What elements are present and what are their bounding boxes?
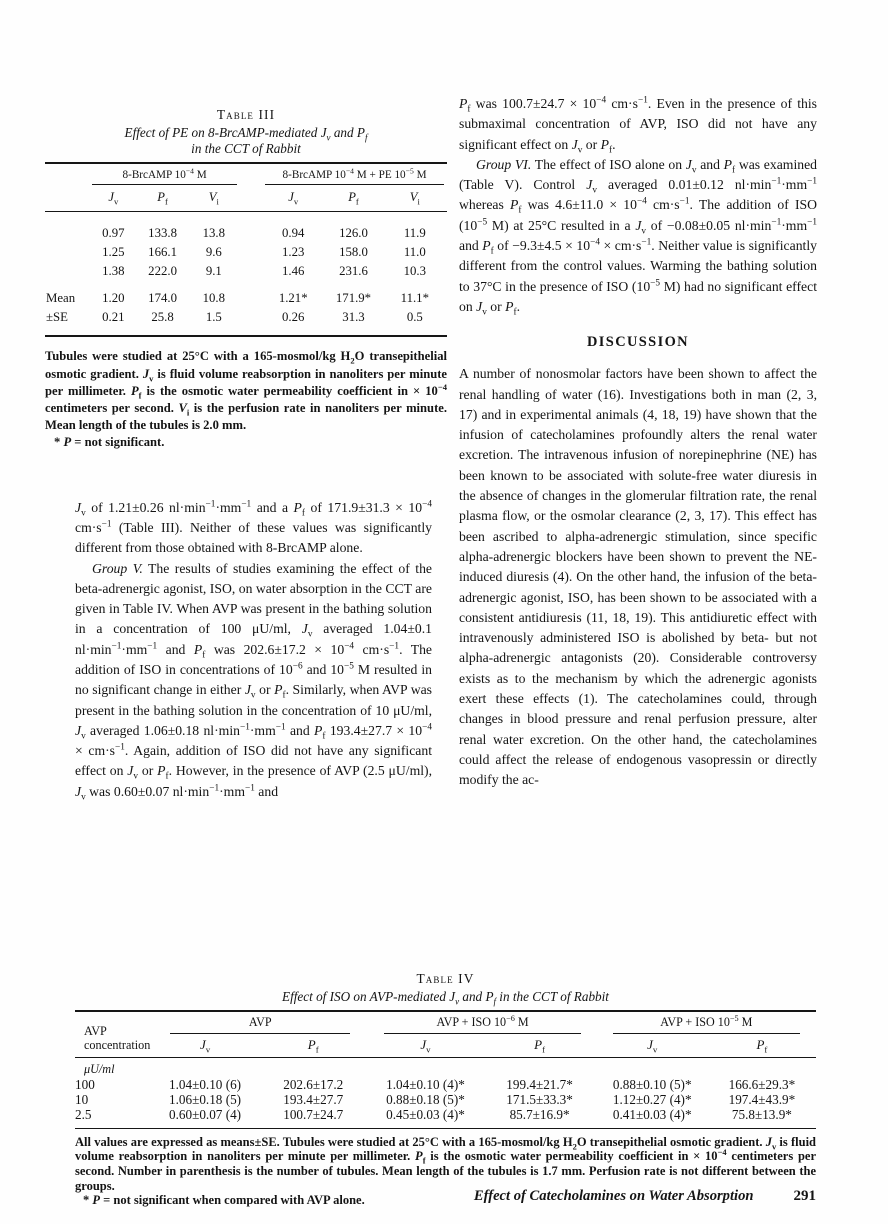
table-iv-caption: Effect of ISO on AVP-mediated $J_v$ and $P_f$ in the CCT of Rabbit bbox=[282, 989, 609, 1007]
right-column bbox=[459, 94, 817, 791]
t3-row-label bbox=[45, 212, 89, 244]
empty-cell bbox=[152, 1058, 258, 1079]
table-iii-footnote-text: Tubules were studied at 25°C with a 165-mosmol/kg $H_2O$ transepithelial osmotic gradient. $J_v$ is fluid volume reabsorption in nanoliters per minute per millimeter. $P_f$ is the osmotic water permeability coefficient in × $10^{-4}$ centimeters per second. $V_i$ is the perfusion rate in nanoliters per minute. Mean length of the tubules is 2.0 mm. bbox=[45, 349, 447, 433]
t3-cell: 13.8 bbox=[202, 226, 226, 241]
t3-data-row bbox=[45, 212, 447, 244]
t3-row-label bbox=[45, 243, 89, 262]
empty-cell bbox=[483, 1058, 597, 1079]
empty-cell bbox=[597, 1058, 708, 1079]
t4-cell: 1.06±0.18 (5) bbox=[169, 1092, 242, 1107]
t3-row-label bbox=[45, 262, 89, 281]
t3-col-header: $V_i$ bbox=[188, 186, 240, 212]
t4-unit-row bbox=[75, 1058, 816, 1079]
t3-cell: 0.21 bbox=[102, 310, 125, 325]
empty-cell bbox=[45, 186, 89, 212]
t3-data-row bbox=[45, 262, 447, 281]
t3-group-header-1: 8-BrcAMP $10^{-4}$ M bbox=[92, 169, 237, 185]
empty-cell bbox=[240, 186, 262, 212]
t4-group-cell bbox=[368, 1011, 596, 1035]
t4-cell: 1.04±0.10 (6) bbox=[169, 1077, 242, 1093]
table-iv-grid bbox=[75, 1010, 816, 1128]
empty-cell bbox=[708, 1058, 816, 1079]
t3-cell: 1.21* bbox=[278, 291, 308, 306]
t3-col-header: $P_f$ bbox=[324, 186, 382, 212]
t3-cell: 1.46 bbox=[282, 264, 305, 279]
t4-cell: 202.6±17.2 bbox=[283, 1077, 344, 1093]
table-iv-label: Table IV bbox=[416, 971, 475, 986]
paragraph-left-1: $J_v$ of 1.21±0.26 $nl\cdot\min^{-1}\cdot mm^{-1}$ and a $P_f$ of $171.9\pm 31.3 \times 10^{-4}$ $cm\cdot s^{-1}$ (Table III). Neither of these values was significantly different from those obtained with 8-BrcAMP alone. bbox=[75, 499, 432, 556]
t4-cell: 197.4±43.9* bbox=[728, 1092, 796, 1107]
t4-data-row bbox=[75, 1093, 816, 1108]
t4-group-header-3: AVP + ISO $10^{-5}$ M bbox=[613, 1015, 800, 1034]
empty-cell bbox=[258, 1058, 368, 1079]
t3-group-cell bbox=[89, 163, 240, 186]
t3-cell: 222.0 bbox=[148, 264, 177, 279]
t4-cell: 0.41±0.03 (4)* bbox=[612, 1106, 692, 1122]
paragraph-right-3: A number of nonosmolar factors have been shown to affect the renal handling of water (16). Investigations both in man (2, 3, 17) and in experimental animals (4, 18, 19) have shown that the infusion of catecholamines profoundly alters the renal water excretion. The intravenous infusion of norepinephrine (NE) has been known to be associated with solute-free water diuresis in the absence of changes in the glomerular filtration rate, the renal plasma flow, or the osmolar clearance (2, 3, 17). This effect has been ascribed to alpha-adrenergic stimulation, since specific alpha-adrenergic blockers have been shown to prevent the NE-induced diuresis (4). On the other hand, the infusion of the beta-adrenergic agonist, ISO, has been shown to be associated with a consistent antidiuresis (11, 18, 19). This antidiuretic effect with intravenously administered ISO is abolished by beta- but not alpha-adrenergic antagonists (20). Considerable controversy exists as to the mechanism by which the adrenergic agonists exert these effects (1). The catecholamines could, through changes in blood pressure and renal perfusion pressure, alter renal water excretion. On the other hand, the catecholamines could affect the release of endogenous vasopressin or directly modify the ac- bbox=[459, 366, 817, 788]
t4-conc: 100 bbox=[75, 1077, 95, 1093]
paragraph-right-2: Group VI. The effect of ISO alone on $J_v$ and $P_f$ was examined (Table V). Control $J_v$ averaged 0.01±0.12 $nl\cdot\min^{-1}\cdot mm^{-1}$ whereas $P_f$ was $4.6\pm 11.0 \times 10^{-4}$ $cm\cdot s^{-1}$. The addition of ISO ($10^{-5}$ M) at 25°C resulted in a $J_v$ of −0.08±0.05 $nl\cdot\min^{-1}\cdot mm^{-1}$ and $P_f$ of $-9.3\pm 4.5 \times 10^{-4} \times cm\cdot s^{-1}$. Neither value is significantly different from the control values. Warming the bathing solution to 37°C in the presence of ISO ($10^{-5}$ M) had no significant effect on $J_v$ or $P_f$. bbox=[459, 156, 818, 318]
t4-group-cell bbox=[597, 1011, 816, 1035]
t3-cell: 231.6 bbox=[339, 264, 368, 279]
t3-cell: 25.8 bbox=[151, 310, 174, 325]
table-iv-footnote-star: * P = not significant when compared with AVP alone. bbox=[83, 1193, 365, 1208]
t3-cell: 9.1 bbox=[205, 264, 222, 279]
t3-col-header: $J_v$ bbox=[89, 186, 137, 212]
t3-cell: 158.0 bbox=[339, 245, 368, 260]
t4-group-cell bbox=[152, 1011, 368, 1035]
table-iii-footnote-star: * P = not significant. bbox=[54, 435, 165, 450]
empty-cell bbox=[368, 1058, 482, 1079]
paragraph-left-2: Group V. The results of studies examining the effect of the beta-adrenergic agonist, ISO, on water absorption in the CCT are given in Table IV. When AVP was present in the bathing solution in a concentration of 100 μU/ml, $J_v$ averaged 1.04±0.1 $nl\cdot\min^{-1}\cdot mm^{-1}$ and $P_f$ was $202.6\pm 17.2 \times 10^{-4}$ $cm\cdot s^{-1}$. The addition of ISO in concentrations of $10^{-6}$ and $10^{-5}$ M resulted in no significant change in either $J_v$ or $P_f$. Similarly, when AVP was present in the bathing solution in the concentration of 10 μU/ml, $J_v$ averaged 1.06±0.18 $nl\cdot\min^{-1}\cdot mm^{-1}$ and $P_f$ $193.4\pm 27.7 \times 10^{-4} \times cm\cdot s^{-1}$. Again, addition of ISO did not have any significant effect on $J_v$ or $P_f$. However, in the presence of AVP (2.5 μU/ml), $J_v$ was 0.60±0.07 $nl\cdot\min^{-1}\cdot mm^{-1}$ and bbox=[75, 560, 433, 803]
empty-cell bbox=[240, 281, 262, 308]
table-iii bbox=[45, 107, 447, 452]
paragraph-right-1: $P_f$ was $100.7\pm 24.7 \times 10^{-4}$ $cm\cdot s^{-1}$. Even in the presence of this submaximal concentration of AVP, ISO did not have any significant effect on $J_v$ or $P_f$. bbox=[459, 95, 817, 156]
t3-cell: 133.8 bbox=[148, 226, 177, 241]
t3-row-label: Mean bbox=[46, 291, 76, 306]
t3-cell: 1.25 bbox=[102, 245, 125, 260]
t4-cell: 166.6±29.3* bbox=[728, 1077, 796, 1093]
t3-mean-row bbox=[45, 281, 447, 308]
empty-cell bbox=[240, 308, 262, 336]
t4-cell: 100.7±24.7 bbox=[283, 1106, 344, 1122]
table-iii-label: Table III bbox=[216, 107, 276, 122]
t4-col-header: $P_f$ bbox=[708, 1035, 816, 1058]
t3-cell: 0.97 bbox=[102, 226, 125, 241]
running-title: Effect of Catecholamines on Water Absorption bbox=[473, 1188, 754, 1204]
t4-cell: 1.12±0.27 (4)* bbox=[612, 1092, 692, 1107]
t3-group-header-2: 8-BrcAMP $10^{-4}$ M + PE $10^{-5}$ M bbox=[265, 169, 444, 185]
t4-group-row bbox=[75, 1011, 816, 1035]
t3-cell: 31.3 bbox=[342, 310, 365, 325]
t4-col-header: $J_v$ bbox=[152, 1035, 258, 1058]
t3-cell: 1.5 bbox=[205, 310, 222, 325]
t3-cell: 9.6 bbox=[205, 245, 222, 260]
left-column bbox=[45, 100, 447, 803]
t3-subheader-row bbox=[45, 186, 447, 212]
t3-col-header: $V_i$ bbox=[383, 186, 447, 212]
t3-group-cell bbox=[262, 163, 447, 186]
table-iii-caption: Effect of PE on 8-BrcAMP-mediated $J_v$ and $P_f$ in the CCT of Rabbit bbox=[124, 125, 368, 157]
t4-conc: 10 bbox=[75, 1092, 89, 1107]
t3-col-header: $J_v$ bbox=[262, 186, 324, 212]
t3-cell: 0.26 bbox=[282, 310, 305, 325]
t4-cell: 1.04±0.10 (4)* bbox=[386, 1077, 465, 1093]
t4-cell: 85.7±16.9* bbox=[509, 1106, 570, 1122]
t3-cell: 174.0 bbox=[148, 291, 177, 306]
t3-cell: 1.23 bbox=[282, 245, 305, 260]
table-iii-grid bbox=[45, 162, 447, 337]
t4-conc: 2.5 bbox=[75, 1106, 92, 1122]
t4-cell: 0.60±0.07 (4) bbox=[169, 1106, 242, 1122]
empty-cell bbox=[240, 212, 262, 244]
t3-cell: 126.0 bbox=[339, 226, 368, 241]
t4-cell: 0.88±0.18 (5)* bbox=[386, 1092, 465, 1107]
discussion-heading: DISCUSSION bbox=[587, 334, 689, 351]
t3-data-row bbox=[45, 243, 447, 262]
empty-cell bbox=[240, 262, 262, 281]
t3-cell: 10.3 bbox=[403, 264, 427, 279]
t3-cell: 11.1* bbox=[400, 291, 429, 306]
t4-cell: 193.4±27.7 bbox=[283, 1092, 344, 1107]
t4-data-row bbox=[75, 1108, 816, 1128]
table-iii-footnote bbox=[45, 348, 447, 451]
t3-cell: 1.20 bbox=[102, 291, 125, 306]
t4-cell: 75.8±13.9* bbox=[731, 1106, 792, 1122]
t4-stub-header: AVP concentration bbox=[75, 1011, 152, 1058]
t4-cell: 199.4±21.7* bbox=[506, 1077, 573, 1093]
t3-row-label: ±SE bbox=[46, 310, 68, 325]
t4-cell: 0.45±0.03 (4)* bbox=[386, 1106, 465, 1122]
empty-cell bbox=[240, 163, 262, 186]
t4-col-header: $P_f$ bbox=[258, 1035, 368, 1058]
page-number: 291 bbox=[793, 1188, 816, 1204]
page-footer bbox=[474, 1188, 816, 1205]
t4-subheader-row bbox=[75, 1035, 816, 1058]
t3-cell: 11.0 bbox=[403, 245, 426, 260]
t4-col-header: $P_f$ bbox=[483, 1035, 597, 1058]
t4-unit-label: μU/ml bbox=[84, 1062, 115, 1077]
t3-cell: 1.38 bbox=[102, 264, 125, 279]
t3-se-row bbox=[45, 308, 447, 336]
t3-cell: 10.8 bbox=[202, 291, 226, 306]
t3-cell: 0.5 bbox=[406, 310, 423, 325]
t4-cell: 171.5±33.3* bbox=[506, 1092, 573, 1107]
t4-col-header: $J_v$ bbox=[597, 1035, 708, 1058]
table-iv-footnote-text: All values are expressed as means±SE. Tubules were studied at 25°C with a 165-mosmol/kg $H_2O$ transepithelial osmotic gradient. $J_v$ is fluid volume reabsorption in nanoliters per minute per millimeter. $P_f$ is the osmotic water permeability coefficient in × $10^{-4}$ centimeters per second. Number in parenthesis is the number of tubules. Mean length of the tubules is 1.7 mm. Perfusion rate is not different between the groups. bbox=[75, 1134, 817, 1193]
t3-cell: 171.9* bbox=[335, 291, 372, 306]
t3-cell: 11.9 bbox=[403, 226, 426, 241]
t3-group-row bbox=[45, 163, 447, 186]
t4-col-header: $J_v$ bbox=[368, 1035, 482, 1058]
t3-cell: 166.1 bbox=[148, 245, 177, 260]
t4-group-header-2: AVP + ISO $10^{-6}$ M bbox=[384, 1015, 580, 1034]
t4-data-row bbox=[75, 1078, 816, 1093]
table-iv bbox=[75, 971, 816, 1208]
t4-cell: 0.88±0.10 (5)* bbox=[612, 1077, 692, 1093]
t3-cell: 0.94 bbox=[282, 226, 305, 241]
empty-cell bbox=[240, 243, 262, 262]
t3-col-header: $P_f$ bbox=[137, 186, 187, 212]
t4-group-header-1: AVP bbox=[170, 1015, 350, 1034]
empty-cell bbox=[45, 163, 89, 186]
